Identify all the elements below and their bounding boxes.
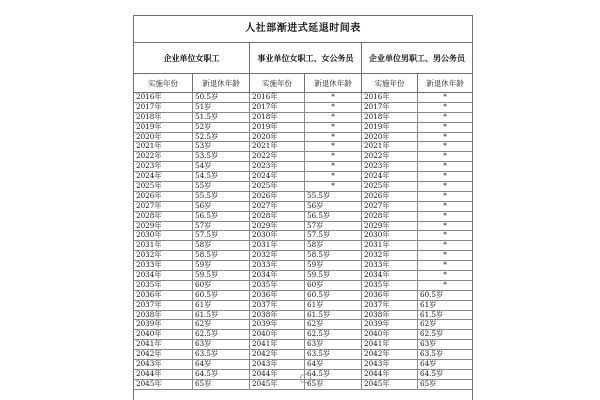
year-cell: 2021年 — [136, 142, 162, 151]
year-cell: 2019年 — [136, 122, 162, 131]
age-cell: * — [417, 281, 472, 290]
age-cell: 51.5岁 — [192, 113, 249, 122]
age-cell: * — [417, 162, 472, 171]
group-header-row — [134, 43, 472, 74]
year-cell: 2019年 — [249, 123, 304, 132]
age-cell: * — [304, 142, 361, 151]
table-row — [134, 152, 472, 162]
column-header-age: 新退休年龄 — [192, 74, 249, 92]
year-cell: 2016年 — [136, 93, 162, 101]
age-cell: 63.5岁 — [192, 350, 249, 359]
year-cell: 2020年 — [249, 133, 304, 142]
age-cell: * — [417, 241, 472, 250]
year-cell: 2044年 — [136, 369, 162, 378]
year-cell: 2022年 — [361, 152, 417, 161]
year-cell: 2029年 — [361, 222, 417, 231]
age-cell: 64岁 — [417, 360, 472, 369]
age-cell: 61.5岁 — [417, 311, 472, 320]
year-cell: 2017年 — [136, 102, 162, 111]
age-cell: 65岁 — [417, 380, 472, 389]
age-cell: * — [417, 212, 472, 221]
age-cell: * — [417, 113, 472, 122]
year-cell: 2038年 — [361, 311, 417, 320]
age-cell: 51岁 — [192, 103, 249, 112]
year-cell: 2024年 — [361, 172, 417, 181]
year-cell: 2016年 — [249, 93, 304, 102]
year-cell: 2034年 — [136, 271, 162, 280]
age-cell: * — [417, 271, 472, 280]
age-cell: 60岁 — [192, 281, 249, 290]
table-row — [134, 113, 472, 123]
age-cell: 59岁 — [192, 261, 249, 270]
year-cell: 2033年 — [249, 261, 304, 270]
year-cell: 2039年 — [136, 320, 162, 329]
table-row — [134, 202, 472, 212]
age-cell: 55岁 — [192, 182, 249, 191]
year-cell: 2025年 — [136, 182, 162, 191]
age-cell: * — [417, 152, 472, 161]
age-cell: 59.5岁 — [304, 271, 361, 280]
table-row — [134, 142, 472, 152]
age-cell: 63岁 — [192, 340, 249, 349]
age-cell: 58岁 — [192, 241, 249, 250]
year-cell: 2035年 — [136, 280, 162, 289]
year-cell: 2032年 — [249, 251, 304, 260]
year-cell: 2039年 — [361, 320, 417, 329]
age-cell: 62.5岁 — [304, 330, 361, 339]
age-cell: 63岁 — [417, 340, 472, 349]
year-cell: 2026年 — [136, 191, 162, 200]
year-cell: 2023年 — [249, 162, 304, 171]
age-cell: * — [417, 172, 472, 181]
year-cell: 2043年 — [136, 360, 162, 369]
year-cell: 2037年 — [249, 301, 304, 310]
column-header-age: 新退休年龄 — [417, 74, 472, 92]
year-cell: 2042年 — [361, 350, 417, 359]
year-cell: 2022年 — [249, 152, 304, 161]
year-cell: 2028年 — [136, 211, 162, 220]
table-row — [134, 271, 472, 281]
year-cell: 2017年 — [361, 103, 417, 112]
table-row — [134, 103, 472, 113]
year-cell: 2045年 — [361, 380, 417, 389]
year-cell: 2034年 — [249, 271, 304, 280]
age-cell: 62.5岁 — [417, 330, 472, 339]
age-cell: * — [304, 113, 361, 122]
year-cell: 2040年 — [249, 330, 304, 339]
column-header-row — [134, 74, 472, 93]
year-cell: 2043年 — [249, 360, 304, 369]
age-cell: * — [304, 152, 361, 161]
age-cell: 62.5岁 — [192, 330, 249, 339]
year-cell: 2031年 — [136, 241, 162, 250]
year-cell: 2034年 — [361, 271, 417, 280]
year-cell: 2031年 — [249, 241, 304, 250]
age-cell: 60.5岁 — [192, 291, 249, 300]
year-cell: 2026年 — [249, 192, 304, 201]
age-cell: 60.5岁 — [304, 291, 361, 300]
table-row — [134, 222, 472, 232]
table-row — [134, 301, 472, 311]
age-cell: * — [304, 103, 361, 112]
year-cell: 2023年 — [361, 162, 417, 171]
year-cell: 2021年 — [249, 142, 304, 151]
age-cell: 63.5岁 — [417, 350, 472, 359]
age-cell: 57.5岁 — [304, 231, 361, 240]
age-cell: 54.5岁 — [192, 172, 249, 181]
table-row — [134, 350, 472, 360]
year-cell: 2045年 — [136, 379, 162, 388]
age-cell: 54岁 — [192, 162, 249, 171]
year-cell: 2032年 — [136, 251, 162, 260]
age-cell: 61.5岁 — [304, 311, 361, 320]
age-cell: 52岁 — [192, 123, 249, 132]
year-cell: 2032年 — [361, 251, 417, 260]
age-cell: * — [417, 93, 472, 102]
year-cell: 2018年 — [136, 112, 162, 121]
table-row — [134, 133, 472, 143]
age-cell: 62岁 — [192, 320, 249, 329]
age-cell: 56.5岁 — [304, 212, 361, 221]
age-cell: 62岁 — [417, 320, 472, 329]
table-row — [134, 192, 472, 202]
table-row — [134, 261, 472, 271]
table-row — [134, 251, 472, 261]
age-cell: 64.5岁 — [192, 370, 249, 379]
year-cell: 2028年 — [361, 212, 417, 221]
year-cell: 2045年 — [249, 380, 304, 389]
table-row — [134, 320, 472, 330]
age-cell: 64岁 — [192, 360, 249, 369]
year-cell: 2040年 — [136, 330, 162, 339]
column-header-year: 实施年份 — [249, 74, 304, 92]
year-cell: 2025年 — [361, 182, 417, 191]
column-header-year: 实施年份 — [361, 74, 417, 92]
year-cell: 2031年 — [361, 241, 417, 250]
year-cell: 2028年 — [249, 212, 304, 221]
column-header-age: 新退休年龄 — [304, 74, 361, 92]
age-cell: 57岁 — [304, 222, 361, 231]
age-cell: 59.5岁 — [192, 271, 249, 280]
year-cell: 2038年 — [249, 311, 304, 320]
age-cell: 50.5岁 — [192, 93, 249, 102]
year-cell: 2026年 — [361, 192, 417, 201]
year-cell: 2029年 — [249, 222, 304, 231]
year-cell: 2027年 — [136, 201, 162, 210]
year-cell: 2018年 — [249, 113, 304, 122]
age-cell: 64岁 — [304, 360, 361, 369]
age-cell: 62岁 — [304, 320, 361, 329]
year-cell: 2036年 — [249, 291, 304, 300]
year-cell: 2033年 — [361, 261, 417, 270]
table-row — [134, 241, 472, 251]
year-cell: 2042年 — [249, 350, 304, 359]
age-cell: 56岁 — [304, 202, 361, 211]
age-cell: * — [417, 182, 472, 191]
age-cell: 59岁 — [304, 261, 361, 270]
age-cell: * — [304, 172, 361, 181]
age-cell: 64.5岁 — [417, 370, 472, 379]
table-row — [134, 360, 472, 370]
age-cell: 58.5岁 — [304, 251, 361, 260]
age-cell: * — [417, 123, 472, 132]
year-cell: 2019年 — [361, 123, 417, 132]
year-cell: 2022年 — [136, 152, 162, 161]
year-cell: 2024年 — [136, 172, 162, 181]
table-row — [134, 311, 472, 321]
age-cell: 53.5岁 — [192, 152, 249, 161]
year-cell: 2035年 — [361, 281, 417, 290]
table-title: 人社部渐进式延退时间表 — [134, 16, 472, 43]
age-cell: 60岁 — [304, 281, 361, 290]
table-row — [134, 172, 472, 182]
year-cell: 2030年 — [249, 231, 304, 240]
age-cell: 61岁 — [192, 301, 249, 310]
age-cell: * — [304, 133, 361, 142]
age-cell: 55.5岁 — [304, 192, 361, 201]
table-row — [134, 330, 472, 340]
age-cell: 58.5岁 — [192, 251, 249, 260]
age-cell: 58岁 — [304, 241, 361, 250]
table-row — [134, 93, 472, 103]
age-cell: 64.5岁 — [304, 370, 361, 379]
year-cell: 2044年 — [361, 370, 417, 379]
year-cell: 2017年 — [249, 103, 304, 112]
table-row — [134, 281, 472, 291]
table-row — [134, 340, 472, 350]
age-cell: * — [417, 261, 472, 270]
age-cell: 60.5岁 — [417, 291, 472, 300]
group-enterprise-women: 企业单位女职工 — [163, 52, 220, 63]
age-cell: 63.5岁 — [304, 350, 361, 359]
year-cell: 2018年 — [361, 113, 417, 122]
group-institution-women: 事业单位女职工、女公务员 — [249, 43, 361, 73]
age-cell: 56岁 — [192, 202, 249, 211]
age-cell: * — [304, 162, 361, 171]
year-cell: 2020年 — [136, 132, 162, 141]
year-cell: 2020年 — [361, 133, 417, 142]
year-cell: 2044年 — [249, 370, 304, 379]
age-cell: 65岁 — [192, 380, 249, 389]
table-row — [134, 162, 472, 172]
age-cell: * — [304, 182, 361, 191]
age-cell: * — [417, 231, 472, 240]
retirement-schedule-table — [133, 15, 473, 400]
year-cell: 2042年 — [136, 350, 162, 359]
age-cell: 61.5岁 — [192, 311, 249, 320]
year-cell: 2023年 — [136, 162, 162, 171]
age-cell: * — [417, 142, 472, 151]
year-cell: 2030年 — [136, 231, 162, 240]
year-cell: 2040年 — [361, 330, 417, 339]
age-cell: * — [417, 202, 472, 211]
year-cell: 2027年 — [249, 202, 304, 211]
year-cell: 2021年 — [361, 142, 417, 151]
age-cell: * — [304, 93, 361, 102]
wechat-icon — [300, 374, 311, 383]
year-cell: 2030年 — [361, 231, 417, 240]
table-row — [134, 291, 472, 301]
age-cell: 61岁 — [417, 301, 472, 310]
year-cell: 2041年 — [361, 340, 417, 349]
age-cell: 57岁 — [192, 222, 249, 231]
year-cell: 2036年 — [136, 290, 162, 299]
table-row — [134, 123, 472, 133]
table-body — [134, 93, 472, 390]
table-row — [134, 182, 472, 192]
age-cell: 52.5岁 — [192, 133, 249, 142]
year-cell: 2036年 — [361, 291, 417, 300]
age-cell: * — [417, 222, 472, 231]
table-row — [134, 212, 472, 222]
year-cell: 2043年 — [361, 360, 417, 369]
age-cell: * — [417, 251, 472, 260]
year-cell: 2037年 — [136, 300, 162, 309]
watermark — [300, 374, 313, 383]
age-cell: * — [417, 103, 472, 112]
year-cell: 2039年 — [249, 320, 304, 329]
group-enterprise-men: 企业单位男职工、男公务员 — [361, 43, 472, 73]
age-cell: 61岁 — [304, 301, 361, 310]
age-cell: * — [417, 133, 472, 142]
year-cell: 2038年 — [136, 310, 162, 319]
year-cell: 2033年 — [136, 261, 162, 270]
age-cell: 65岁 — [304, 380, 361, 389]
age-cell: 57.5岁 — [192, 231, 249, 240]
age-cell: * — [417, 192, 472, 201]
year-cell: 2041年 — [249, 340, 304, 349]
age-cell: * — [304, 123, 361, 132]
age-cell: 53岁 — [192, 142, 249, 151]
year-cell: 2041年 — [136, 340, 162, 349]
column-header-year: 实施年份 — [148, 78, 178, 88]
table-row — [134, 231, 472, 241]
year-cell: 2035年 — [249, 281, 304, 290]
year-cell: 2029年 — [136, 221, 162, 230]
year-cell: 2024年 — [249, 172, 304, 181]
age-cell: 56.5岁 — [192, 212, 249, 221]
year-cell: 2016年 — [361, 93, 417, 102]
year-cell: 2037年 — [361, 301, 417, 310]
year-cell: 2025年 — [249, 182, 304, 191]
age-cell: 63岁 — [304, 340, 361, 349]
year-cell: 2027年 — [361, 202, 417, 211]
age-cell: 55.5岁 — [192, 192, 249, 201]
